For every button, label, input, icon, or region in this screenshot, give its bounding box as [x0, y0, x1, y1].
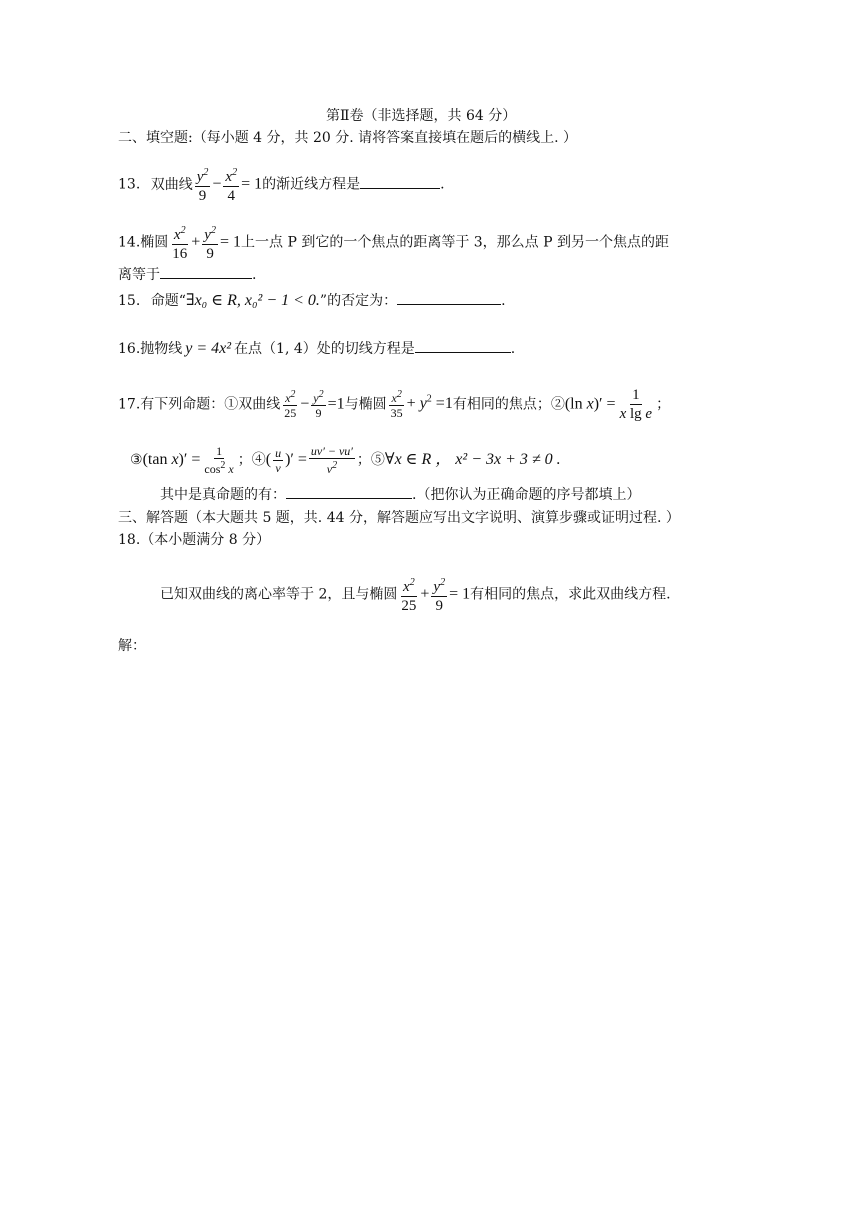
q13-post: 的渐近线方程是 [262, 176, 361, 193]
q18-number: 18. [118, 532, 141, 548]
question-17-line2: ③(tan x)′ = $\frac{1}{\cos^2 x}$ ；④( $\frac{u}{v}$ )′ = $\frac{uv' - vu'}{v^2}$ ；⑤∀x ∈ R ， x² − 3x + 3 ≠ 0 . [130, 444, 561, 476]
q15-post: ”的否定为： [319, 293, 398, 309]
question-14-line2: 离等于 . [118, 264, 256, 285]
q15-pre: 命题“ [150, 293, 186, 309]
question-14: 14.椭圆 $\frac{x^2}{16}$ + $\frac{y^2}{9}$ = 1上一点 P 到它的一个焦点的距离等于 3，那么点 P 到另一个焦点的距 [118, 222, 669, 262]
q17-item4-label: ；④ [237, 452, 266, 468]
q17-pre: 有下列命题：①双曲线 [140, 396, 281, 413]
question-15: 15. 命题“∃x₀ ∈ R, x₀² − 1 < 0.”的否定为： . [118, 292, 506, 309]
q17-item5-expr: ∀x ∈ R ， x² − 3x + 3 ≠ 0 . [384, 451, 561, 468]
part3-heading: 三、解答题（本大题共 5 题，共. 44 分，解答题应写出文字说明、演算步骤或证明过程. ） [118, 510, 680, 526]
q13-frac-y: $\frac{y^2}{9}$ [195, 164, 211, 205]
question-13: 13. 双曲线 $\frac{y^2}{9}$ − $\frac{x^2}{4}$ = 1的渐近线方程是 . [118, 164, 445, 204]
q16-number: 16. [118, 341, 141, 357]
question-16: 16.抛物线 y = 4x² 在点（1, 4）处的切线方程是 . [118, 340, 516, 357]
q18-frac-y9: $\frac{y^2}{9}$ [431, 574, 447, 615]
q17-frac-x35: $\frac{x^2}{35}$ [390, 389, 403, 421]
q16-post: 在点（1, 4）处的切线方程是 [234, 341, 415, 357]
q18-frac-x25: $\frac{x^2}{25}$ [399, 574, 418, 615]
q18-pre: 已知双曲线的离心率等于 2，且与椭圆 [160, 586, 398, 603]
q17-answer-blank [286, 484, 412, 499]
q15-number: 15. [118, 293, 141, 309]
q16-pre: 抛物线 [140, 341, 183, 357]
q15-answer-blank [397, 290, 501, 305]
q17-number: 17. [118, 396, 141, 413]
q17-frac-quotient: $\frac{uv' - vu'}{v^2}$ [310, 444, 353, 476]
part2-heading: 二、填空题:（每小题 4 分，共 20 分. 请将答案直接填在题后的横线上. ） [118, 130, 578, 146]
q17-mid1: 与椭圆 [344, 396, 387, 413]
question-17-line1: 17.有下列命题：①双曲线 $\frac{x^2}{25}$ − $\frac{y^2}{9}$ =1与椭圆 $\frac{x^2}{35}$ + $y^2 =1$有相同的焦点；②(ln x)′ = $\frac{1}{\text{x lg e}}$ ； [118, 386, 671, 422]
q17-frac-cos: $\frac{1}{\cos^2 x}$ [204, 444, 234, 476]
q17-frac-y9: $\frac{y^2}{9}$ [313, 389, 324, 421]
q13-frac-x: $\frac{x^2}{4}$ [223, 164, 239, 205]
q16-answer-blank [415, 338, 511, 353]
q17-item5-label: ；⑤ [356, 452, 385, 468]
q14-pre: 椭圆 [140, 234, 169, 251]
q13-answer-blank [360, 174, 440, 189]
q17-frac-uv: $\frac{u}{v}$ [275, 445, 282, 475]
answer-label: 解： [118, 638, 146, 654]
q14-frac-y: $\frac{y^2}{9}$ [202, 222, 218, 263]
question-17-line3 [160, 484, 640, 505]
q17-frac-lne: $\frac{1}{\text{x lg e}}$ [619, 386, 653, 422]
section-title: 第Ⅱ卷（非选择题，共 64 分） [326, 108, 517, 124]
q14-number: 14. [118, 234, 141, 251]
q13-number: 13. [118, 176, 141, 193]
q14-frac-x: $\frac{x^2}{16}$ [170, 222, 189, 263]
q16-curve: y = 4x² [185, 340, 232, 357]
q18-post: 有相同的焦点，求此双曲线方程. [470, 586, 671, 603]
q15-proposition: ∃x₀ ∈ R, x₀² − 1 < 0. [185, 292, 320, 309]
question-18-header [118, 530, 270, 550]
question-18-body: 已知双曲线的离心率等于 2，且与椭圆 $\frac{x^2}{25}$ + $\frac{y^2}{9}$ = 1有相同的焦点，求此双曲线方程. [160, 574, 671, 614]
q13-pre: 双曲线 [150, 176, 193, 193]
q14-line2: 离等于 [118, 267, 160, 283]
q17-mid2: 有相同的焦点；② [452, 396, 565, 413]
q17-line3-post: .（把你认为正确命题的序号都填上） [412, 487, 641, 503]
q17-line3-pre: 其中是真命题的有： [160, 487, 286, 503]
q14-post: 上一点 P 到它的一个焦点的距离等于 3，那么点 P 到另一个焦点的距 [241, 234, 669, 251]
q17-frac-x25: $\frac{x^2}{25}$ [284, 389, 297, 421]
q17-item3-label: ③ [130, 452, 143, 468]
q18-score: （本小题满分 8 分） [140, 532, 271, 548]
q14-answer-blank [160, 264, 252, 279]
